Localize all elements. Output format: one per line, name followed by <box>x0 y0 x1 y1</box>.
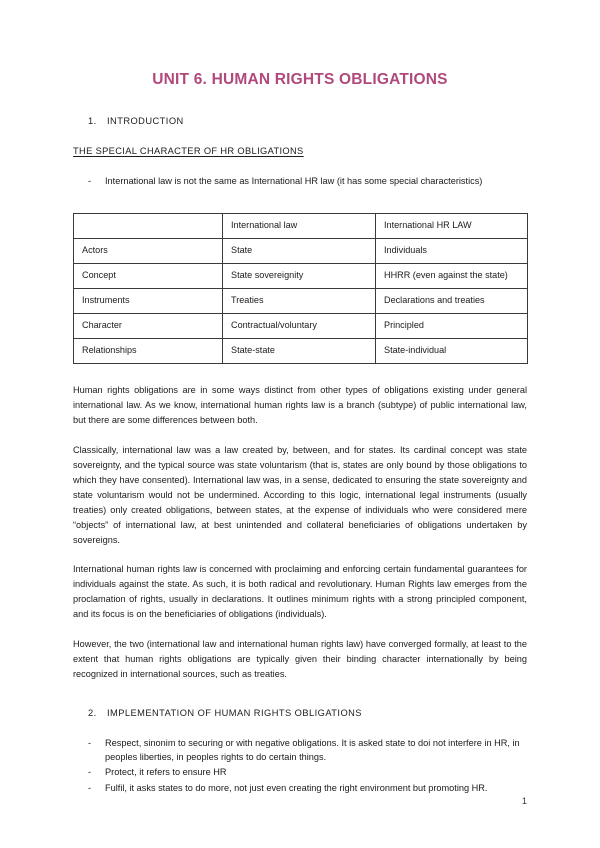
document-content <box>73 60 527 796</box>
list-item <box>73 736 527 765</box>
list-item-text: International law is not the same as International HR law (it has some special characteristics) <box>105 176 483 187</box>
list-item-text: Respect, sinonim to securing or with negative obligations. It is asked state to doi not interfere in HR, in peoples liberties, in peoples rights to do certain things. <box>105 737 520 763</box>
list-item <box>73 765 527 779</box>
table-header-cell-international-law: International law <box>223 214 376 239</box>
table-row <box>74 314 528 339</box>
dash-bullet-icon: - <box>88 782 92 793</box>
dash-bullet-icon: - <box>88 737 92 748</box>
intro-bullet-list <box>73 174 527 188</box>
table-cell-label: Concept <box>74 264 223 289</box>
implementation-bullet-list <box>73 736 527 795</box>
page-number: 1 <box>521 796 527 806</box>
table-row <box>74 339 528 364</box>
list-item-text: Fulfil, it asks states to do more, not just even creating the right environment but promoting HR. <box>105 782 488 793</box>
page-title: UNIT 6. HUMAN RIGHTS OBLIGATIONS <box>152 71 448 88</box>
table-row <box>74 264 528 289</box>
body-paragraph-2: Classically, international law was a law created by, between, and for states. Its cardinal concept was state sovereignty, and the typical source was state voluntarism (that is, states are only bound by those obligations to which they have consented). International law was, in a sense, dedicated to ensuring the state sovereignty and state voluntarism would not be undermined. According to this logic, international legal instruments (usually treaties) only created obligations, between states, at the expense of individuals who were considered mere “objects” of international law, at best unintended and collateral beneficiaries of obligations undertaken by sovereigns. <box>73 445 527 545</box>
dash-bullet-icon: - <box>88 767 92 778</box>
table-cell-international-hr-law: Individuals <box>376 239 528 264</box>
table-header-row <box>74 214 528 239</box>
comparison-table <box>73 213 528 364</box>
table-header-cell-blank <box>74 214 223 239</box>
table-cell-label: Actors <box>74 239 223 264</box>
table-cell-international-hr-law: Declarations and treaties <box>376 289 528 314</box>
table-row <box>74 239 528 264</box>
list-item <box>73 781 527 795</box>
body-paragraph-4: However, the two (international law and international human rights law) have converged formally, at least to the extent that human rights obligations are typically given their binding character internationally by being recognized in international sources, such as treaties. <box>73 639 527 679</box>
table-cell-international-law: State-state <box>223 339 376 364</box>
body-paragraph-3: International human rights law is concerned with proclaiming and enforcing certain fundamental guarantees for individuals against the state. As such, it is both radical and revolutionary. Human Rights law emerges from the proclamation of rights, usually in declarations. It outlines minimum rights with a strong principled component, and its focus is on the beneficiaries of obligations (individuals). <box>73 564 527 620</box>
table-cell-international-law: Treaties <box>223 289 376 314</box>
table-cell-label: Instruments <box>74 289 223 314</box>
subheading-special-character: THE SPECIAL CHARACTER OF HR OBLIGATIONS <box>73 146 304 157</box>
list-item <box>73 174 527 188</box>
table-header-cell-international-hr-law: International HR LAW <box>376 214 528 239</box>
table-cell-international-law: State sovereignity <box>223 264 376 289</box>
body-paragraph-1: Human rights obligations are in some ways distinct from other types of obligations existing under general international law. As we know, international human rights law is a branch (subtype) of public international law, but there are some differences between both. <box>73 385 527 426</box>
section-label: INTRODUCTION <box>107 116 184 127</box>
table-cell-international-hr-law: Principled <box>376 314 528 339</box>
table-row <box>74 289 528 314</box>
table-cell-label: Relationships <box>74 339 223 364</box>
dash-bullet-icon: - <box>88 176 92 187</box>
table-cell-international-law: State <box>223 239 376 264</box>
section-number: 2. <box>88 707 97 718</box>
table-cell-international-hr-law: State-individual <box>376 339 528 364</box>
section-number: 1. <box>88 116 97 127</box>
table-cell-label: Character <box>74 314 223 339</box>
section-heading-introduction <box>73 116 527 126</box>
section-label: IMPLEMENTATION OF HUMAN RIGHTS OBLIGATIONS <box>107 707 362 718</box>
list-item-text: Protect, it refers to ensure HR <box>105 767 227 778</box>
section-heading-implementation <box>73 708 527 718</box>
table-cell-international-law: Contractual/voluntary <box>223 314 376 339</box>
table-cell-international-hr-law: HHRR (even against the state) <box>376 264 528 289</box>
